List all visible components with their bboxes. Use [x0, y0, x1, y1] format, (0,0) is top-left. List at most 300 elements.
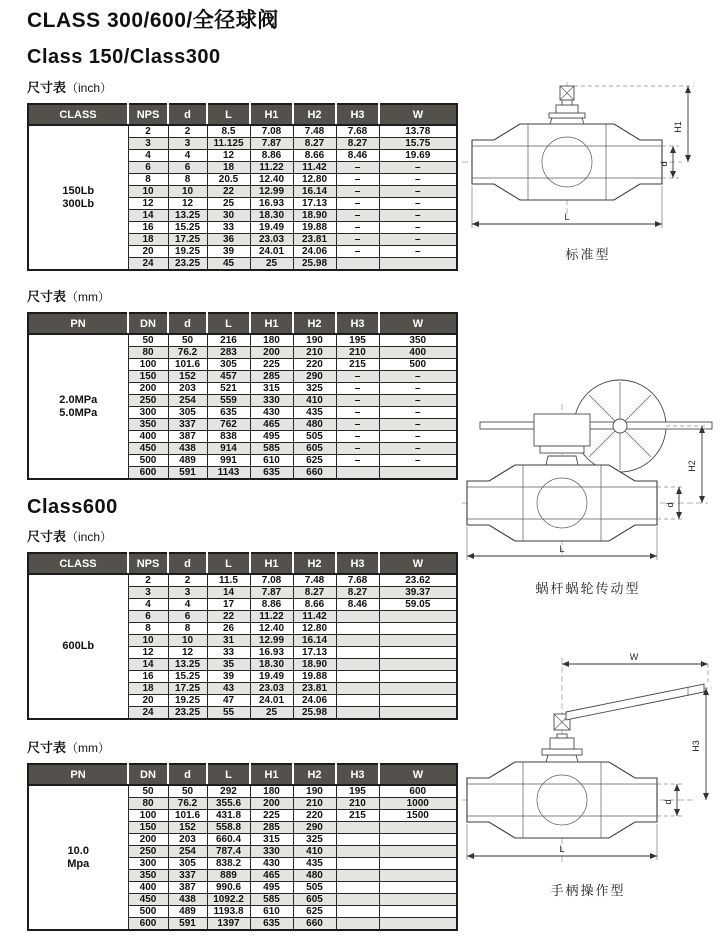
dimension-cell: – — [379, 222, 457, 234]
dimension-cell: 7.68 — [336, 125, 379, 138]
dimension-cell: 200 — [128, 383, 168, 395]
column-header-h2: H2 — [293, 764, 336, 785]
dimension-cell: – — [336, 431, 379, 443]
dimension-cell: – — [336, 443, 379, 455]
dimension-cell: 20 — [128, 246, 168, 258]
dimension-cell — [336, 870, 379, 882]
dimension-cell: 480 — [293, 419, 336, 431]
dimension-cell: 12 — [207, 150, 250, 162]
dimension-cell: 12.80 — [293, 623, 336, 635]
dimension-cell: 12.40 — [250, 174, 293, 186]
dimension-cell: 203 — [168, 834, 207, 846]
dimension-cell: 325 — [293, 383, 336, 395]
dimension-cell: 300 — [128, 858, 168, 870]
column-header-h3: H3 — [336, 764, 379, 785]
dimension-cell: 25 — [250, 258, 293, 271]
dimension-cell: 12 — [168, 647, 207, 659]
dimension-cell — [336, 671, 379, 683]
dimension-cell: 495 — [250, 882, 293, 894]
dimension-cell: 11.5 — [207, 574, 250, 587]
column-header-dn: DN — [128, 764, 168, 785]
dimension-cell: 25.98 — [293, 707, 336, 720]
dim-label-w: W — [629, 652, 639, 662]
dimension-cell: 8.46 — [336, 599, 379, 611]
diagram-caption: 手柄操作型 — [550, 883, 626, 898]
dimension-cell: 305 — [168, 858, 207, 870]
dimension-cell: – — [379, 371, 457, 383]
dimension-cell: 410 — [293, 395, 336, 407]
dimension-cell: 559 — [207, 395, 250, 407]
dimension-cell: 7.48 — [293, 125, 336, 138]
dimension-cell: 4 — [168, 150, 207, 162]
dimension-cell: – — [336, 234, 379, 246]
dimension-cell — [379, 258, 457, 271]
dimension-cell: 838.2 — [207, 858, 250, 870]
dimension-cell: 23.03 — [250, 683, 293, 695]
dimension-cell: 23.25 — [168, 707, 207, 720]
column-header-d: d — [168, 313, 207, 334]
dimension-cell — [336, 906, 379, 918]
table-label-cjk: 尺寸表 — [27, 740, 67, 755]
dimension-cell: 39.37 — [379, 587, 457, 599]
dimension-cell: 350 — [128, 419, 168, 431]
dimension-cell: 6 — [168, 162, 207, 174]
dimension-cell: 76.2 — [168, 347, 207, 359]
dimension-cell: 24.01 — [250, 695, 293, 707]
dimension-cell: 305 — [207, 359, 250, 371]
dimension-cell: 100 — [128, 359, 168, 371]
dimension-cell: 8.27 — [293, 138, 336, 150]
dimension-cell: 7.87 — [250, 138, 293, 150]
dimension-cell: 465 — [250, 870, 293, 882]
dimension-cell: 250 — [128, 395, 168, 407]
dimension-cell — [379, 858, 457, 870]
dim-label-h3: H3 — [691, 740, 701, 752]
dimension-cell: 990.6 — [207, 882, 250, 894]
dimension-cell: 16 — [128, 671, 168, 683]
dimension-cell: 20 — [128, 695, 168, 707]
dimension-cell: 12.99 — [250, 635, 293, 647]
dimension-cell: 11.22 — [250, 611, 293, 623]
dimension-cell: 11.22 — [250, 162, 293, 174]
dimension-cell: 500 — [128, 455, 168, 467]
dimension-cell: 190 — [293, 785, 336, 798]
dimension-cell: 438 — [168, 894, 207, 906]
column-header-h1: H1 — [250, 764, 293, 785]
dimension-cell: 350 — [128, 870, 168, 882]
dimension-cell: 45 — [207, 258, 250, 271]
dimension-cell — [379, 918, 457, 931]
dimension-cell: 15.75 — [379, 138, 457, 150]
dimension-cell: 8.27 — [293, 587, 336, 599]
dimension-cell: 18 — [128, 234, 168, 246]
dimension-cell: 489 — [168, 906, 207, 918]
dimension-cell: 7.08 — [250, 574, 293, 587]
dimension-cell: 24.06 — [293, 695, 336, 707]
dimension-cell: 505 — [293, 431, 336, 443]
group-label-cell: 150Lb 300Lb — [28, 125, 128, 270]
table-label-unit: （mm） — [66, 741, 111, 755]
dimension-cell: 18.30 — [250, 659, 293, 671]
dimension-cell: 18 — [207, 162, 250, 174]
column-header-h2: H2 — [293, 104, 336, 125]
dimension-cell: 355.6 — [207, 798, 250, 810]
valve-diagram-standard — [462, 80, 714, 263]
diagram-caption: 标准型 — [565, 247, 611, 262]
dimension-cell: 12 — [128, 647, 168, 659]
content-column — [27, 0, 460, 931]
dimension-cell: 465 — [250, 419, 293, 431]
dimension-cell: 23.03 — [250, 234, 293, 246]
column-header-h1: H1 — [250, 313, 293, 334]
column-header-class: CLASS — [28, 104, 128, 125]
dimension-cell: – — [379, 419, 457, 431]
table-label-mm — [27, 289, 460, 305]
dimension-cell: 387 — [168, 882, 207, 894]
dimension-cell: 225 — [250, 359, 293, 371]
dimension-cell: 16 — [128, 222, 168, 234]
dimension-cell: 19.88 — [293, 222, 336, 234]
dimension-cell: 18.90 — [293, 659, 336, 671]
dimension-cell: 591 — [168, 918, 207, 931]
dimension-cell: 59.05 — [379, 599, 457, 611]
dimension-cell: 25 — [207, 198, 250, 210]
dimension-cell: – — [379, 186, 457, 198]
dimension-cell — [379, 882, 457, 894]
dimension-cell: 457 — [207, 371, 250, 383]
dimension-cell: 216 — [207, 334, 250, 347]
dimension-cell — [379, 635, 457, 647]
dimension-cell: 195 — [336, 334, 379, 347]
section-heading-class600: Class600 — [27, 496, 118, 518]
dimension-cell: – — [379, 234, 457, 246]
dim-label-h1: H1 — [673, 121, 683, 133]
dimension-cell: 24 — [128, 707, 168, 720]
dimension-cell — [336, 822, 379, 834]
dimension-cell — [336, 258, 379, 271]
dimension-cell: – — [379, 210, 457, 222]
table-row — [28, 334, 457, 347]
dimension-cell: 431.8 — [207, 810, 250, 822]
dimension-cell: – — [336, 210, 379, 222]
dim-label-l: L — [564, 212, 570, 222]
dimension-cell: 19.25 — [168, 246, 207, 258]
dimension-cell: 101.6 — [168, 810, 207, 822]
dimension-cell: 489 — [168, 455, 207, 467]
dimension-cell: 24.01 — [250, 246, 293, 258]
dimension-cell: 10 — [128, 635, 168, 647]
dimension-cell: 23.81 — [293, 683, 336, 695]
dimension-cell — [336, 695, 379, 707]
dimension-table-class600-inch — [27, 552, 458, 720]
dimension-cell: 558.8 — [207, 822, 250, 834]
dimension-cell: 225 — [250, 810, 293, 822]
dimension-cell: 500 — [128, 906, 168, 918]
dimension-cell: 76.2 — [168, 798, 207, 810]
dimension-cell: 610 — [250, 906, 293, 918]
column-header-l: L — [207, 553, 250, 574]
dimension-cell: 8.86 — [250, 599, 293, 611]
table-label-inch — [27, 529, 460, 545]
dimension-cell: 17 — [207, 599, 250, 611]
dimension-cell: 290 — [293, 371, 336, 383]
dimension-cell: 2 — [128, 125, 168, 138]
dimension-cell: 4 — [168, 599, 207, 611]
dimension-cell: – — [379, 407, 457, 419]
dimension-cell — [379, 822, 457, 834]
dimension-cell: 33 — [207, 222, 250, 234]
dimension-cell — [336, 707, 379, 720]
dimension-cell: – — [379, 174, 457, 186]
dimension-cell: 254 — [168, 846, 207, 858]
valve-drawing-worm-gear-icon — [462, 308, 714, 576]
table-label-unit: （mm） — [66, 290, 111, 304]
dimension-cell — [336, 834, 379, 846]
dimension-cell: 438 — [168, 443, 207, 455]
dim-label-d: d — [665, 502, 675, 508]
dimension-cell — [379, 846, 457, 858]
dimension-cell — [379, 671, 457, 683]
dimension-cell: 195 — [336, 785, 379, 798]
dimension-cell: 17.13 — [293, 198, 336, 210]
dimension-cell: 50 — [128, 785, 168, 798]
dimension-cell — [336, 635, 379, 647]
dimension-cell: 180 — [250, 334, 293, 347]
dimension-cell: 11.125 — [207, 138, 250, 150]
header-row — [28, 313, 457, 334]
dimension-cell: 250 — [128, 846, 168, 858]
dimension-cell — [336, 846, 379, 858]
dimension-cell: 400 — [128, 882, 168, 894]
dimension-cell: 25.98 — [293, 258, 336, 271]
dimension-cell — [379, 611, 457, 623]
dimension-cell: 435 — [293, 858, 336, 870]
column-header-l: L — [207, 764, 250, 785]
group-label-cell: 10.0 Mpa — [28, 785, 128, 930]
dimension-cell: 26 — [207, 623, 250, 635]
dim-label-l: L — [559, 844, 565, 854]
group-label-cell: 2.0MPa 5.0MPa — [28, 334, 128, 479]
dimension-cell: 19.49 — [250, 671, 293, 683]
dimension-cell: 290 — [293, 822, 336, 834]
dimension-cell: 16.14 — [293, 186, 336, 198]
dimension-cell: 19.25 — [168, 695, 207, 707]
dimension-cell: 200 — [250, 798, 293, 810]
dimension-cell: 50 — [168, 785, 207, 798]
column-header-pn: PN — [28, 313, 128, 334]
dimension-cell: 150 — [128, 822, 168, 834]
dimension-cell: 1193.8 — [207, 906, 250, 918]
dimension-cell: 18.90 — [293, 210, 336, 222]
dimension-cell: 325 — [293, 834, 336, 846]
header-row — [28, 553, 457, 574]
column-header-pn: PN — [28, 764, 128, 785]
dimension-cell: 10 — [128, 186, 168, 198]
dimension-cell: – — [379, 443, 457, 455]
dimension-cell: 600 — [128, 918, 168, 931]
dimension-cell: 215 — [336, 810, 379, 822]
dimension-cell: – — [336, 222, 379, 234]
table-label-cjk: 尺寸表 — [27, 529, 67, 544]
dimension-cell: 8 — [128, 174, 168, 186]
dimension-cell: – — [336, 395, 379, 407]
column-header-l: L — [207, 313, 250, 334]
table-label-mm — [27, 740, 460, 756]
dimension-cell: 625 — [293, 906, 336, 918]
dimension-cell: 36 — [207, 234, 250, 246]
dimension-cell: 285 — [250, 822, 293, 834]
dimension-cell: 450 — [128, 443, 168, 455]
dimension-cell: 23.25 — [168, 258, 207, 271]
dimension-cell: 430 — [250, 858, 293, 870]
header-row — [28, 764, 457, 785]
dimension-table-class150-300-mm — [27, 312, 458, 480]
dimension-cell: 47 — [207, 695, 250, 707]
dimension-cell: 1092.2 — [207, 894, 250, 906]
dimension-cell: 12.80 — [293, 174, 336, 186]
dimension-cell: 12.99 — [250, 186, 293, 198]
dimension-cell: 17.25 — [168, 683, 207, 695]
dimension-cell: 300 — [128, 407, 168, 419]
dimension-cell: – — [379, 383, 457, 395]
dimension-cell — [336, 647, 379, 659]
dimension-cell: 80 — [128, 798, 168, 810]
dimension-cell: – — [379, 162, 457, 174]
dimension-cell: 20.5 — [207, 174, 250, 186]
valve-drawing-standard-icon — [462, 80, 714, 242]
dimension-cell — [336, 894, 379, 906]
dimension-cell: 13.25 — [168, 210, 207, 222]
dimension-cell — [336, 467, 379, 480]
dimension-cell: 14 — [207, 587, 250, 599]
dimension-cell: 50 — [168, 334, 207, 347]
dimension-cell: 19.88 — [293, 671, 336, 683]
dimension-cell: 7.68 — [336, 574, 379, 587]
dimension-cell: 605 — [293, 894, 336, 906]
dimension-cell: 600 — [379, 785, 457, 798]
dimension-cell: 7.48 — [293, 574, 336, 587]
dimension-cell: 39 — [207, 671, 250, 683]
dimension-cell: 1500 — [379, 810, 457, 822]
column-header-d: d — [168, 104, 207, 125]
dimension-cell: 6 — [168, 611, 207, 623]
dimension-cell: 500 — [379, 359, 457, 371]
dimension-cell: 8.86 — [250, 150, 293, 162]
dimension-cell: – — [379, 395, 457, 407]
column-header-w: W — [379, 104, 457, 125]
group-label-cell: 600Lb — [28, 574, 128, 719]
dimension-cell: 15.25 — [168, 222, 207, 234]
column-header-w: W — [379, 313, 457, 334]
dimension-cell: 8.27 — [336, 587, 379, 599]
dimension-cell: 17.13 — [293, 647, 336, 659]
dimension-cell: 480 — [293, 870, 336, 882]
dimension-cell — [379, 647, 457, 659]
dimension-cell: 16.93 — [250, 647, 293, 659]
dimension-cell: 435 — [293, 407, 336, 419]
dimension-cell: 4 — [128, 150, 168, 162]
dimension-cell: 400 — [128, 431, 168, 443]
dimension-cell: 635 — [207, 407, 250, 419]
dimension-cell: 1397 — [207, 918, 250, 931]
column-header-h2: H2 — [293, 313, 336, 334]
dimension-cell: 50 — [128, 334, 168, 347]
dimension-cell: 19.69 — [379, 150, 457, 162]
dimension-cell: 635 — [250, 918, 293, 931]
dimension-cell: 25 — [250, 707, 293, 720]
dimension-cell: – — [336, 162, 379, 174]
dimension-cell — [379, 870, 457, 882]
dimension-cell: 505 — [293, 882, 336, 894]
dimension-cell — [379, 467, 457, 480]
dimension-cell: 787.4 — [207, 846, 250, 858]
dimension-cell: 23.62 — [379, 574, 457, 587]
dimension-cell: 521 — [207, 383, 250, 395]
dimension-cell: 1000 — [379, 798, 457, 810]
dimension-cell: 660.4 — [207, 834, 250, 846]
dimension-cell: 43 — [207, 683, 250, 695]
dimension-cell: 10 — [168, 186, 207, 198]
column-header-d: d — [168, 764, 207, 785]
dimension-cell: 2 — [128, 574, 168, 587]
column-header-nps: NPS — [128, 553, 168, 574]
dimension-cell: 11.42 — [293, 611, 336, 623]
dimension-cell: 10 — [168, 635, 207, 647]
dimension-cell: 600 — [128, 467, 168, 480]
dimension-cell: 220 — [293, 359, 336, 371]
dimension-cell: – — [336, 419, 379, 431]
valve-diagram-lever — [462, 650, 714, 899]
section-heading-class150-300: Class 150/Class300 — [27, 46, 221, 68]
dimension-cell: 210 — [336, 347, 379, 359]
dimension-cell: 180 — [250, 785, 293, 798]
dimension-cell: 3 — [168, 138, 207, 150]
dimension-cell: – — [336, 198, 379, 210]
dimension-cell: 3 — [128, 587, 168, 599]
dimension-cell: 3 — [128, 138, 168, 150]
dimension-cell: 215 — [336, 359, 379, 371]
dimension-cell: 39 — [207, 246, 250, 258]
dimension-cell: 24 — [128, 258, 168, 271]
dimension-cell: 18 — [128, 683, 168, 695]
dimension-cell: 387 — [168, 431, 207, 443]
column-header-h3: H3 — [336, 313, 379, 334]
dimension-cell: – — [336, 371, 379, 383]
dimension-cell: 605 — [293, 443, 336, 455]
table-label-cjk: 尺寸表 — [27, 80, 67, 95]
dimension-cell: 635 — [250, 467, 293, 480]
dimension-cell: 410 — [293, 846, 336, 858]
dimension-cell: 16.93 — [250, 198, 293, 210]
dimension-cell: 190 — [293, 334, 336, 347]
dimension-cell: 200 — [128, 834, 168, 846]
dimension-cell: 22 — [207, 186, 250, 198]
dimension-cell: 210 — [293, 347, 336, 359]
dimension-cell: 8 — [128, 623, 168, 635]
dimension-cell: 610 — [250, 455, 293, 467]
dimension-cell: 591 — [168, 467, 207, 480]
dimension-cell: 495 — [250, 431, 293, 443]
column-header-h2: H2 — [293, 553, 336, 574]
dimension-cell: 14 — [128, 210, 168, 222]
dimension-table-class600-mm — [27, 763, 458, 931]
dimension-cell: – — [379, 455, 457, 467]
dimension-cell: 55 — [207, 707, 250, 720]
dimension-cell: 220 — [293, 810, 336, 822]
dimension-cell: 17.25 — [168, 234, 207, 246]
dimension-cell — [379, 659, 457, 671]
dimension-cell — [379, 894, 457, 906]
